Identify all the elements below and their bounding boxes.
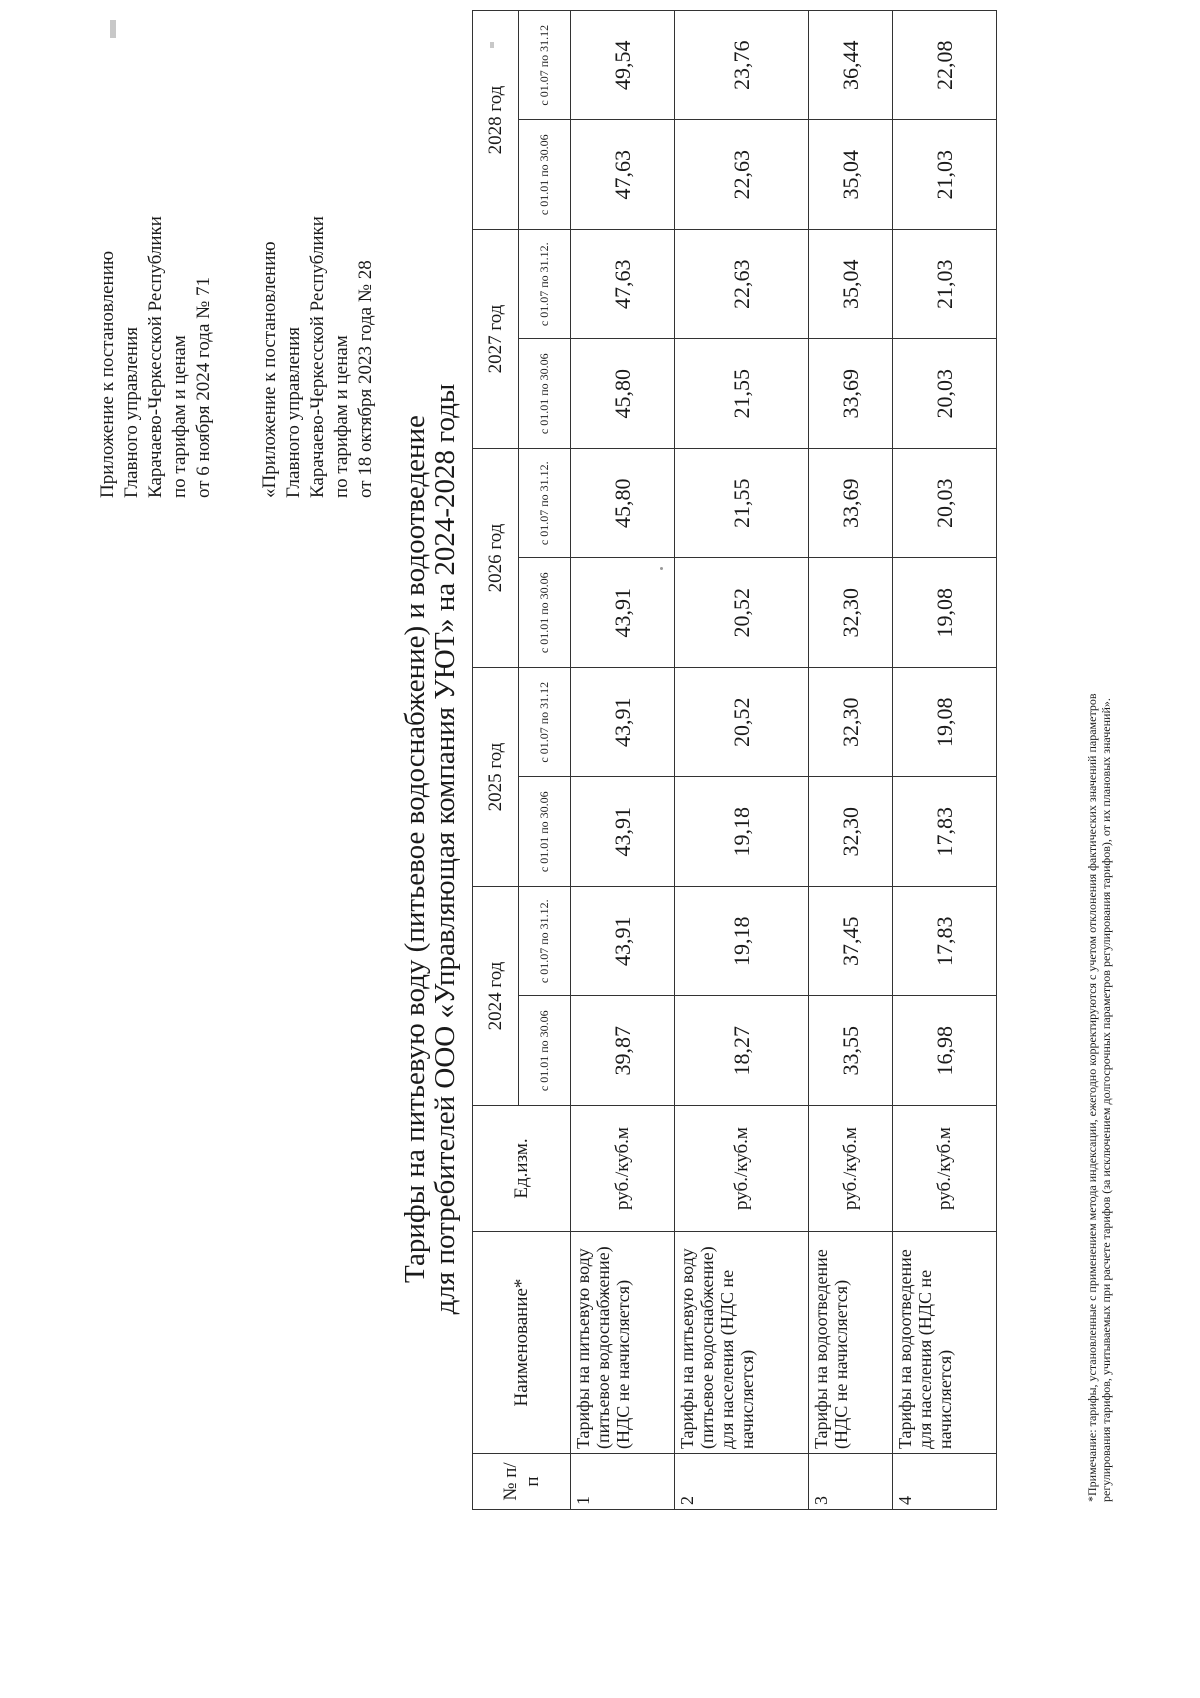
row-number: 4 [893, 1454, 997, 1510]
header-period: с 01.07 по 31.12. [519, 449, 571, 559]
table-row [571, 11, 675, 1510]
tariff-value: 35,04 [809, 230, 893, 340]
tariff-value: 33,69 [809, 449, 893, 559]
row-unit: руб./куб.м [809, 1106, 893, 1232]
tariff-value: 16,98 [893, 996, 997, 1106]
title-line-2: для потребителей ООО «Управляющая компания УЮТ» на 2024-2028 годы [429, 383, 461, 1315]
header-year: 2028 год [473, 11, 519, 230]
tariff-value: 17,83 [893, 777, 997, 887]
annex-line: Главного управления [121, 327, 142, 498]
tariff-value: 47,63 [571, 120, 675, 230]
tariff-value: 19,18 [675, 887, 809, 997]
tariff-value: 43,91 [571, 777, 675, 887]
tariff-value: 36,44 [809, 11, 893, 121]
header-period: с 01.07 по 31.12. [519, 887, 571, 997]
header-period: с 01.01 по 30.06 [519, 558, 571, 668]
row-name: Тарифы на водоотведение (НДС не начисляется) [809, 1232, 893, 1454]
row-unit: руб./куб.м [675, 1106, 809, 1232]
tariff-value: 22,63 [675, 120, 809, 230]
table-row [675, 11, 809, 1510]
tariff-value: 21,03 [893, 120, 997, 230]
tariff-value: 32,30 [809, 558, 893, 668]
header-period: с 01.07 по 31.12. [519, 230, 571, 340]
header-period: с 01.01 по 30.06 [519, 339, 571, 449]
annex-line: по тарифам и ценам [331, 335, 352, 498]
tariff-value: 19,18 [675, 777, 809, 887]
row-unit: руб./куб.м [893, 1106, 997, 1232]
row-name: Тарифы на питьевую воду (питьевое водоснабжение) для населения (НДС не начисляется) [675, 1232, 809, 1454]
footnote-line: *Примечание: тарифы, установленные с применением метода индексации, ежегодно корректируются с учетом отклонения фактических значений параметров [1085, 693, 1099, 1502]
row-number: 3 [809, 1454, 893, 1510]
tariff-table [472, 10, 997, 1510]
header-year: 2026 год [473, 449, 519, 668]
tariff-value: 22,63 [675, 230, 809, 340]
header-period: с 01.07 по 31.12 [519, 668, 571, 778]
annex-current-header [96, 38, 216, 498]
header-period: с 01.01 по 30.06 [519, 120, 571, 230]
tariff-value: 23,76 [675, 11, 809, 121]
table-row [893, 11, 997, 1510]
tariff-value: 22,08 [893, 11, 997, 121]
tariff-value: 39,87 [571, 996, 675, 1106]
tariff-value: 49,54 [571, 11, 675, 121]
tariff-value: 18,27 [675, 996, 809, 1106]
annex-line: Карачаево-Черкесской Республики [145, 216, 166, 498]
row-unit: руб./куб.м [571, 1106, 675, 1232]
tariff-value: 20,52 [675, 558, 809, 668]
tariff-value: 20,03 [893, 339, 997, 449]
row-name: Тарифы на питьевую воду (питьевое водоснабжение) (НДС не начисляется) [571, 1232, 675, 1454]
tariff-value: 45,80 [571, 449, 675, 559]
row-name: Тарифы на водоотведение для населения (НДС не начисляется) [893, 1232, 997, 1454]
footnote [1085, 22, 1113, 1502]
tariff-value: 35,04 [809, 120, 893, 230]
annex-line: «Приложение к постановлению [259, 241, 280, 498]
annex-line: по тарифам и ценам [169, 335, 190, 498]
scan-artifact [110, 20, 116, 38]
footnote-line: регулирования тарифов, учитываемых при расчете тарифов (за исключением долгосрочных параметров регулирования тарифов), от их плановых значений». [1099, 698, 1113, 1502]
annex-line: от 6 ноября 2024 года № 71 [193, 276, 214, 498]
tariff-value: 37,45 [809, 887, 893, 997]
title-line-1: Тарифы на питьевую воду (питьевое водоснабжение) и водоотведение [399, 415, 431, 1283]
tariff-value: 33,55 [809, 996, 893, 1106]
header-year: 2024 год [473, 887, 519, 1106]
annex-line: Приложение к постановлению [97, 250, 118, 498]
header-period: с 01.01 по 30.06 [519, 777, 571, 887]
table-row [809, 11, 893, 1510]
tariff-value: 20,52 [675, 668, 809, 778]
tariff-value: 19,08 [893, 558, 997, 668]
row-number: 2 [675, 1454, 809, 1510]
header-year: 2027 год [473, 230, 519, 449]
tariff-value: 20,03 [893, 449, 997, 559]
tariff-value: 47,63 [571, 230, 675, 340]
document-title [400, 0, 460, 1698]
header-number: № п/п [473, 1454, 571, 1510]
tariff-value: 32,30 [809, 777, 893, 887]
tariff-value: 21,55 [675, 449, 809, 559]
annex-previous-header [258, 38, 378, 498]
tariff-value: 33,69 [809, 339, 893, 449]
header-period: с 01.07 по 31.12 [519, 11, 571, 121]
annex-line: от 18 октября 2023 года № 28 [355, 260, 376, 498]
tariff-value: 19,08 [893, 668, 997, 778]
tariff-value: 21,55 [675, 339, 809, 449]
header-name: Наименование* [473, 1232, 571, 1454]
tariff-value: 17,83 [893, 887, 997, 997]
tariff-value: 32,30 [809, 668, 893, 778]
row-number: 1 [571, 1454, 675, 1510]
header-unit: Ед.изм. [473, 1106, 571, 1232]
annex-line: Карачаево-Черкесской Республики [307, 216, 328, 498]
tariff-value: 43,91 [571, 887, 675, 997]
tariff-value: 43,91 [571, 668, 675, 778]
tariff-value: 43,91 [571, 558, 675, 668]
header-year: 2025 год [473, 668, 519, 887]
header-period: с 01.01 по 30.06 [519, 996, 571, 1106]
annex-line: Главного управления [283, 327, 304, 498]
tariff-value: 45,80 [571, 339, 675, 449]
tariff-value: 21,03 [893, 230, 997, 340]
tariff-table-container [472, 0, 997, 1510]
